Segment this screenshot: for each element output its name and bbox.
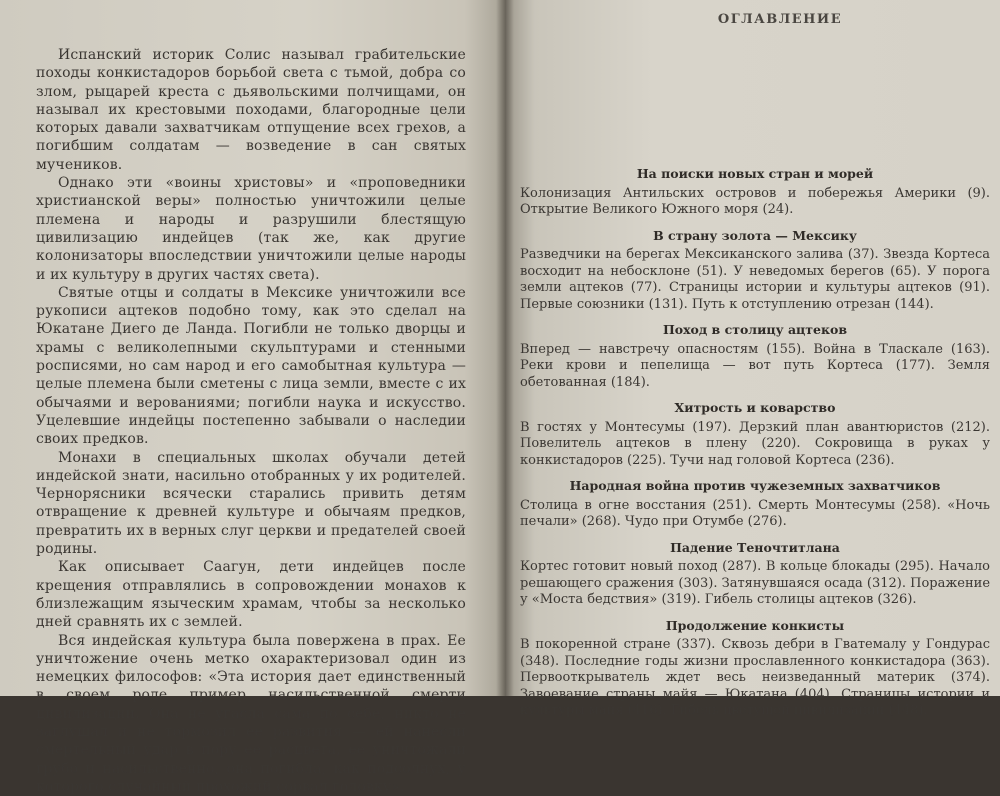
paragraph: Однако эти «воины христовы» и «проповедники христианской веры» полностью уничтожили целые племена и народы и разрушили блестящую цивилизацию индейцев (так же, как другие колонизаторы впоследствии уничтожили целые народы и их культуру в других частях света). bbox=[36, 174, 466, 284]
toc-section bbox=[520, 618, 990, 720]
toc-entries: Вперед — навстречу опасностям (155). Война в Тласкале (163). Реки крови и пепелища — вот путь Кортеса (177). Земля обетованная (184). bbox=[520, 342, 990, 392]
page-title: ОГЛАВЛЕНИЕ bbox=[700, 12, 860, 27]
paragraph: Как описывает Саагун, дети индейцев после крещения отправлялись в сопровождении монахов к близлежащим языческим храмам, чтобы за несколько дней сравнять их с землей. bbox=[36, 558, 466, 631]
paragraph: Монахи в специальных школах обучали детей индейской знати, насильно отобранных у их родителей. Чернорясники всячески старались привить детям отвращение к древней культуре и обычаям предков, превратить их в верных слуг церкви и предателей своей родины. bbox=[36, 449, 466, 559]
toc-heading: Народная война против чужеземных захватчиков bbox=[520, 478, 990, 495]
toc-entries: Колонизация Антильских островов и побережья Америки (9). Открытие Великого Южного моря (24). bbox=[520, 186, 990, 219]
toc-heading: Падение Теночтитлана bbox=[520, 540, 990, 557]
table-of-contents bbox=[520, 166, 990, 729]
toc-section bbox=[520, 400, 990, 469]
toc-section bbox=[520, 540, 990, 609]
toc-heading: В страну золота — Мексику bbox=[520, 228, 990, 245]
toc-heading: Продолжение конкисты bbox=[520, 618, 990, 635]
toc-section bbox=[520, 166, 990, 219]
toc-entries: В гостях у Монтесумы (197). Дерзкий план авантюристов (212). Повелитель ацтеков в плену (220). Сокровища в руках у конкистадоров (225). Тучи над головой Кортеса (236). bbox=[520, 420, 990, 470]
paragraph: Вся индейская культура была повержена в прах. Ее уничтожение очень метко охарактеризовал один из немецких философов: «Эта история дает единственный в своем роде пример насильственной смерти цивилизации. Она не угасла сама по себе, никто не заглушал и не тормозил ее развития — ей нанесли смертельный удар в пору ее расцвета, ее уничтожали грубо и насильственно, она погибла, как подсолнух, у которого случайный прохожий сорвал головку». bbox=[36, 632, 466, 796]
toc-entries: В покоренной стране (337). Сквозь дебри в Гватемалу у Гондурас (348). Последние годы жизни прославленного конкистадора (363). Первооткрыватель ждет весь неизведанный материк (374). Завоевание страны майя — Юкатана (404). Страницы истории и культуры майя (416). Гибель цветущей цивилизации (448). bbox=[520, 637, 990, 720]
toc-section bbox=[520, 478, 990, 531]
toc-entries: Столица в огне восстания (251). Смерть Монтесумы (258). «Ночь печали» (268). Чудо при Отумбе (276). bbox=[520, 498, 990, 531]
toc-entries: Разведчики на берегах Мексиканского залива (37). Звезда Кортеса восходит на небосклоне (51). У неведомых берегов (65). У порога земли ацтеков (77). Страницы истории и культуры ацтеков (91). Первые союзники (131). Путь к отступлению отрезан (144). bbox=[520, 247, 990, 313]
paragraph: Святые отцы и солдаты в Мексике уничтожили все рукописи ацтеков подобно тому, как это сделал на Юкатане Диего де Ланда. Погибли не только дворцы и храмы с великолепными скульптурами и стенными росписями, но сам народ и его самобытная культура — целые племена были сметены с лица земли, вместе с их обычаями и верованиями; погибли наука и искусство. Уцелевшие индейцы постепенно забывали о наследии своих предков. bbox=[36, 284, 466, 449]
toc-section bbox=[520, 228, 990, 314]
toc-heading: Поход в столицу ацтеков bbox=[520, 322, 990, 339]
book-gutter bbox=[496, 0, 514, 696]
toc-section bbox=[520, 322, 990, 391]
toc-heading: На поиски новых стран и морей bbox=[520, 166, 990, 183]
paragraph: Испанский историк Солис называл грабительские походы конкистадоров борьбой света с тьмой, добра со злом, рыцарей креста с дьявольскими полчищами, он называл их крестовыми походами, благородные цели которых давали захватчикам отпущение всех грехов, а погибшим солдатам — возведение в сан святых мучеников. bbox=[36, 46, 466, 174]
left-page-text bbox=[36, 46, 466, 796]
toc-entries: Кортес готовит новый поход (287). В кольце блокады (295). Начало решающего сражения (303). Затянувшаяся осада (312). Поражение у «Моста бедствия» (319). Гибель столицы ацтеков (326). bbox=[520, 559, 990, 609]
toc-heading: Хитрость и коварство bbox=[520, 400, 990, 417]
